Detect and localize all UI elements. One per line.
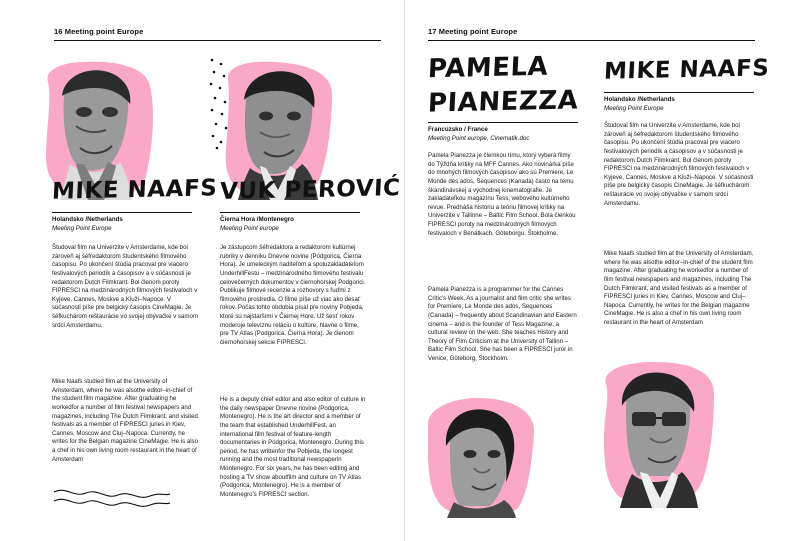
folio-left: 16 Meeting point Europe <box>54 27 144 36</box>
rule-under-name-right-1 <box>428 122 578 123</box>
entry-role: Meeting Point Europe <box>604 104 664 112</box>
entry-country: Čierna Hora /Montenegro <box>220 216 294 223</box>
rule-under-name-left-2 <box>220 212 360 213</box>
entry-body-sk-right-2: Študoval film na Univerzite v Amsterdame, kde bol zároveň aj šéfredaktorom študentského filmového časopisu. Po ukončení štúdia pracoval pre viacero festivalových periodík a časopisov a v súčasnosti je redaktorom Dutch Filmkrant. Bol členom poroty FIPRESCI na medzinárodných filmových festivaloch v Kyjeve, Cannes, Moskve a Kluži–Napoce. V súčasnosti píše pre belgický časopis CineMagie. Je šéfkuchárom reštaurácie vo svojej obývačke v samom srdci Amsterdamu. <box>604 122 754 207</box>
portrait-mike-naafs-right <box>596 360 722 508</box>
entry-body-en-left-1: Mike Naafs studied film at the University of Amsterdam, where he was alsothe editor–in-chief of the student film magazine. After graduating he workedfor a number of film festival newspapers and magazines, including The Dutch Filmkrant, and visited festivals as a member of FIPRESCI juries in Kiev, Cannes, Moscow and Cluj–Napoca. Currently, he writes for the Belgian magazine CineMagie. He is also a chef in his own living room restaurant in the heart of Amsterdam <box>52 378 198 463</box>
entry-body-sk-right-1: Pamela Pianezza je člemkou tímu, ktorý vyberá filmy do Týždňa kritiky na MFF Cannes. Ako novinárka píše do mnohých filmových časopisov ako sú Premiere, Le Monde des ados, Sequences (Kanada) často na tému škandinávskej a východnej kinematografie. Je zakladateľkou magazínu Tess, webového kultúrneho revue. Prednáša históriu a teóriu filmovej kritiky na Univerzite v Tallinne – Baltic Film School. Bola členkou FIPRESCI poroty na medzinárodných filmových festivaloch v Benátkach, Göteborgu, Štokholme. <box>428 152 576 237</box>
entry-name-pamela-line2: PIANEZZA <box>427 85 580 119</box>
entry-body-sk-left-1: Študoval film na Univerzite v Amsterdame, kde bol zároveň aj šéfredaktorom študentského filmového časopisu. Po ukončení štúdia pracoval pre viacero festivalových periodík a časopisov a v súčasnosti je redaktorom Dutch Filmkrant. Bol členom poroty FIPRESCI na medzinárodných filmových festivaloch v Kyjeve, Cannes, Moskve a Kluži–Napoce. V súčasnosti píše pre belgický časopis CineMagie. Je šéfkuchárom reštaurácie vo svojej obývačke v samom srdci Amsterdamu. <box>52 244 198 329</box>
folio-rule-right <box>428 40 755 41</box>
entry-country: Francúzsko / France <box>428 126 488 133</box>
entry-name-pamela-line1: PAMELA <box>427 51 549 85</box>
halftone-dots-decoration <box>208 56 230 152</box>
entry-country: Holandsko /Netherlands <box>604 96 675 103</box>
entry-body-en-left-2: He is a deputy chief editor and also editor of culture in the daily newspaper Dnevne novine (Podgorica, Montenegro). He is the art director and a member of the team that established UnderhillFest, an international film festival of feature-length documentaries in Podgorica, Montenegro. During this period, he has writtenfor the Pobjeda, the longest running and the most traditional newspaperin Montenegro. For six years, he has been editing and hosting a TV show aboutfilm and culture on TV Atlas (Podgorica, Montenegro). He is a member of Montenegro's FIPRESCI section. <box>220 396 366 499</box>
entry-name-vuk-perovic: VUK PEROVIĆ <box>219 175 402 205</box>
wave-squiggle-decoration <box>52 486 172 512</box>
entry-role: Meeting Point europe, Cinematik.doc <box>428 134 530 142</box>
rule-under-name-left-1 <box>52 212 192 213</box>
folio-rule-left <box>54 40 381 41</box>
entry-name-mike-naafs-right: MIKE NAAFS <box>603 55 770 85</box>
entry-body-sk-left-2: Je zástupcom šéfredaktora a redaktorom kultúrnej rubriky v denníku Dnevne novine (Podgorica, Čierna Hora). Je umeleckým riaditeľom a spoluzakladateľom UnderhillFestu – medzinárodného filmového festivalu celovečerných dokumentov v čiernohorskej Podgorici. Publikuje filmové recenzie a rozhovory s ľuďmi z filmového prostredia. O filme píše už viac ako desať rokov. Počas tohto obdobia písal pre noviny Pobjeda, ktoré sú najstaršími v Čiernej Hore. Už šesť rokov moderuje televíznu reláciu o kultúre, hlavne o filme, pre TV Atlas (Podgorica, Čierna Hora). Je členom čiernohorskej sekcie FIPRESCI. <box>220 244 366 347</box>
entry-role: Meeting Point europe <box>220 224 279 232</box>
entry-role: Meeting Point Europe <box>52 224 112 232</box>
folio-right: 17 Meeting point Europe <box>428 27 518 36</box>
entry-meta-right-1 <box>428 126 583 144</box>
entry-country: Holandsko /Netherlands <box>52 216 123 223</box>
rule-under-name-right-2 <box>604 92 754 93</box>
portrait-pamela-pianezza <box>420 396 542 518</box>
entry-name-mike-naafs-left: MIKE NAAFS <box>51 175 218 205</box>
portrait-illustration <box>420 396 542 518</box>
portrait-illustration <box>596 360 722 508</box>
spread-gutter-divider <box>404 0 405 541</box>
entry-meta-left-2 <box>220 216 370 234</box>
entry-meta-left-1 <box>52 216 202 234</box>
entry-body-en-right-2: Mike Naafs studied film at the University of Amsterdam, where he was alsothe editor–in-chief of the student film magazine. After graduating he workedfor a number of film festival newspapers and magazines, including The Dutch Filmkrant, and visited festivals as a member of FIPRESCI juries in Kiev, Cannes, Moscow and Cluj–Napoca. Currently, he writes for the Belgian magazine CineMagie. He is also a chef in his own living room restaurant in the heart of Amsterdam <box>604 250 754 327</box>
entry-body-en-right-1: Pamela Pianezza is a programmer for the Cannes Critic's Week. As a journalist and film critic she writes for Premiere, Le Monde des ados, Sequences (Canada) – frequently about Scandinavian and Eastern cinema – and is the founder of Tess Magazine, a cultural review on the web. She teaches History and Theory of Film Criticism at the University of Tallinn – Baltic Film School. She has been a FIPRESCI juror in Venice, Göteborg, Stockholm. <box>428 286 577 363</box>
entry-meta-right-2 <box>604 96 759 114</box>
